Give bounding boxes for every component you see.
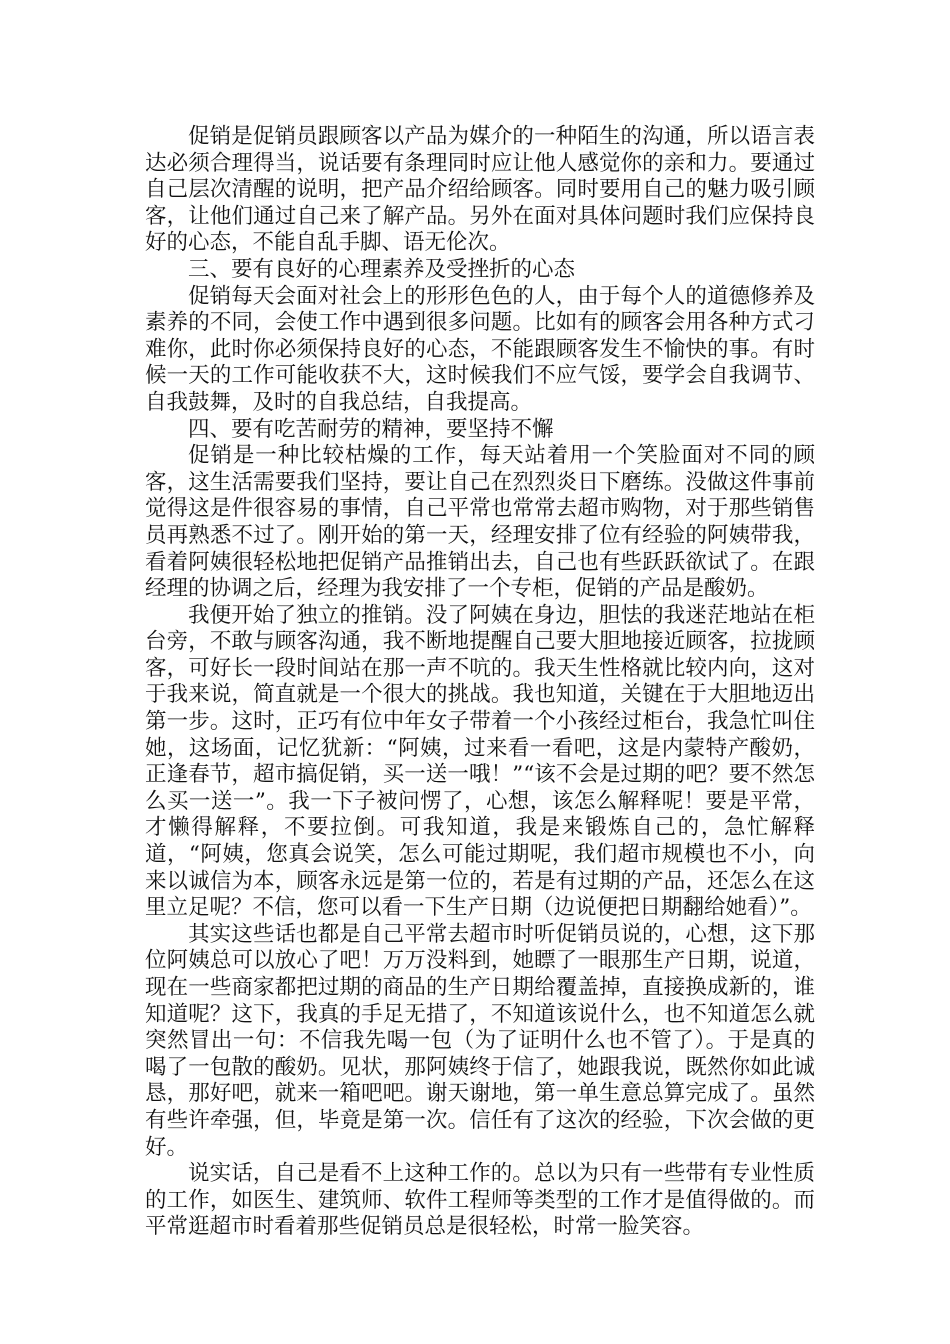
paragraph-mindset: 促销每天会面对社会上的形形色色的人，由于每个人的道德修养及素养的不同，会使工作中遇到很多问题。比如有的顾客会用各种方式刁难你，此时你必须保持良好的心态，不能跟顾客发生不愉快的事。有时候一天的工作可能收获不大，这时候我们不应气馁，要学会自我调节、自我鼓舞，及时的自我总结，自我提高。 — [145, 283, 815, 415]
section-heading-three: 三、要有良好的心理素养及受挫折的心态 — [188, 256, 576, 282]
paragraph-communication: 促销是促销员跟顾客以产品为媒介的一种陌生的沟通，所以语言表达必须合理得当，说话要有条理同时应让他人感觉你的亲和力。要通过自己层次清醒的说明，把产品介绍给顾客。同时要用自己的魅力吸引顾客，让他们通过自己来了解产品。另外在面对具体问题时我们应保持良好的心态，不能自乱手脚、语无伦次。 — [145, 124, 815, 256]
document-page — [145, 124, 815, 1241]
paragraph-reflection: 说实话，自己是看不上这种工作的。总以为只有一些带有专业性质的工作，如医生、建筑师、软件工程师等类型的工作才是值得做的。而平常逛超市时看着那些促销员总是很轻松，时常一脸笑容。 — [145, 1161, 815, 1240]
paragraph-first-sale: 我便开始了独立的推销。没了阿姨在身边，胆怯的我迷茫地站在柜台旁，不敢与顾客沟通，我不断地提醒自己要大胆地接近顾客，拉拢顾客，可好长一段时间站在那一声不吭的。我天生性格就比较内向，这对于我来说，简直就是一个很大的挑战。我也知道，关键在于大胆地迈出第一步。这时，正巧有位中年女子带着一个小孩经过柜台，我急忙叫住她，这场面，记忆犹新：“阿姨，过来看一看吧，这是内蒙特产酸奶，正逢春节，超市搞促销，买一送一哦！”“该不会是过期的吧？要不然怎么买一送一”。我一下子被问愣了，心想，该怎么解释呢！要是平常，才懒得解释，不要拉倒。可我知道，我是来锻炼自己的，急忙解释道，“阿姨，您真会说笑，怎么可能过期呢，我们超市规模也不小，向来以诚信为本，顾客永远是第一位的，若是有过期的产品，还怎么在这里立足呢？不信，您可以看一下生产日期（边说便把日期翻给她看）”。 — [145, 602, 815, 921]
paragraph-hardwork: 促销是一种比较枯燥的工作，每天站着用一个笑脸面对不同的顾客，这生活需要我们坚持，要让自己在烈烈炎日下磨练。没做这件事前觉得这是件很容易的事情，自己平常也常常去超市购物，对于那些销售员再熟悉不过了。刚开始的第一天，经理安排了位有经验的阿姨带我，看着阿姨很轻松地把促销产品推销出去，自己也有些跃跃欲试了。在跟经理的协调之后，经理为我安排了一个专柜，促销的产品是酸奶。 — [145, 443, 815, 602]
section-heading-four: 四、要有吃苦耐劳的精神，要坚持不懈 — [188, 416, 554, 442]
paragraph-customer-doubt: 其实这些话也都是自己平常去超市时听促销员说的，心想，这下那位阿姨总可以放心了吧！万万没料到，她瞟了一眼那生产日期，说道，现在一些商家都把过期的商品的生产日期给覆盖掉，直接换成新的，谁知道呢？这下，我真的手足无措了，不知道该说什么，也不知道怎么就突然冒出一句：不信我先喝一包（为了证明什么也不管了）。于是真的喝了一包散的酸奶。见状，那阿姨终于信了，她跟我说，既然你如此诚恳，那好吧，就来一箱吧吧。谢天谢地，第一单生意总算完成了。虽然有些许牵强，但，毕竟是第一次。信任有了这次的经验，下次会做的更好。 — [145, 921, 815, 1160]
